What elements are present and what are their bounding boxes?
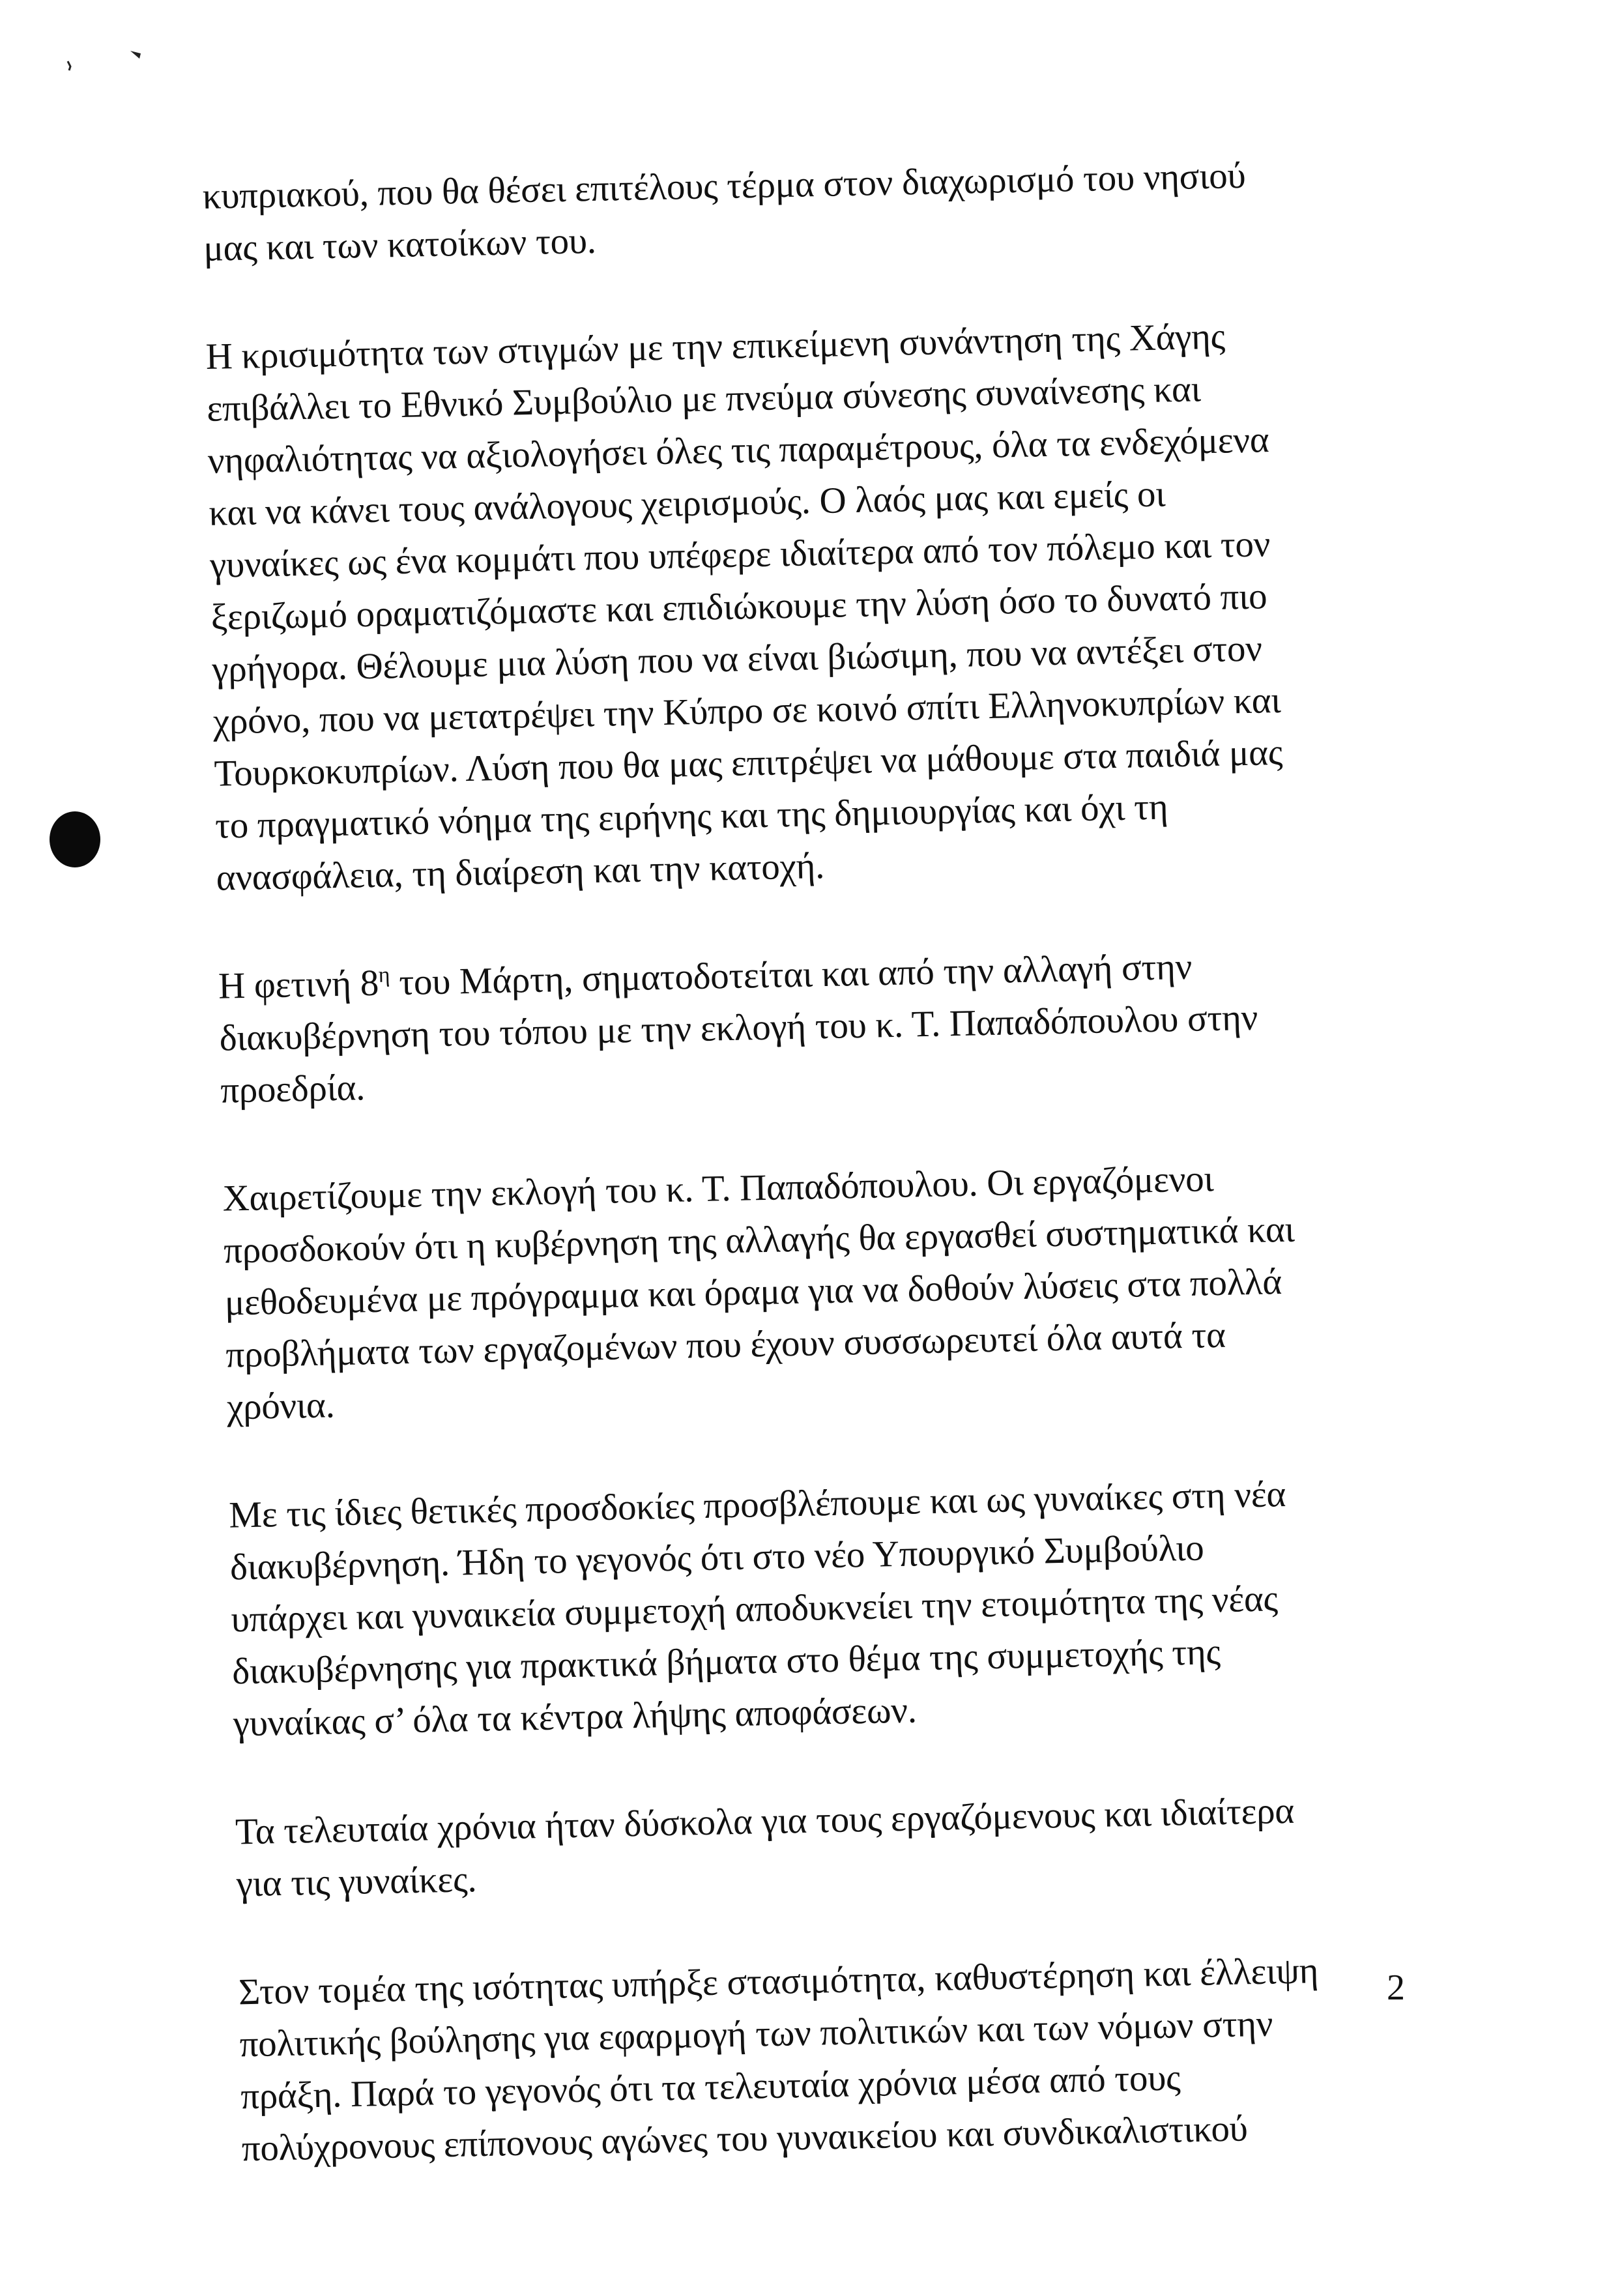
scan-speck-mark-2 [128,47,147,63]
paragraph-4: Χαιρετίζουμε την εκλογή του κ. Τ. Παπαδόπουλου. Οι εργαζόμενοι προσδοκούν ότι η κυβέρνηση της αλλαγής θα εργασθεί συστηματικά και μεθοδευμένα με πρόγραμμα και όραμα για να δοθούν λύσεις στα πολλά προβλήματα των εργαζομένων που έχουν συσσωρευτεί όλα αυτά τα χρόνια. [222,1158,1296,1428]
paragraph-6: Τα τελευταία χρόνια ήταν δύσκολα για τους εργαζόμενους και ιδιαίτερα για τις γυναίκες. [235,1790,1295,1905]
punch-hole [50,811,100,867]
scan-speck-mark [65,47,85,73]
paragraph-3 [218,937,1406,1116]
ordinal-superscript: η [378,963,390,987]
paragraph-2: Η κρισιμότητα των στιγμών με την επικείμενη συνάντηση της Χάγης επιβάλλει το Εθνικό Συμβούλιο με πνεύμα σύνεσης συναίνεσης και νηφαλιότητας να αξιολογήσει όλες τις παραμέτρους, όλα τα ενδεχόμενα και να κάνει τους ανάλογους χειρισμούς. Ο λαός μας και εμείς οι γυναίκες ως ένα κομμάτι που υπέφερε ιδιαίτερα από τον πόλεμο και τον ξεριζωμό οραματιζόμαστε και επιδιώκουμε την λύση όσο το δυνατό πιο γρήγορα. Θέλουμε μια λύση που να είναι βιώσιμη, που να αντέξει στον χρόνο, που να μετατρέψει την Κύπρο σε κοινό σπίτι Ελληνοκυπρίων και Τουρκοκυπρίων. Λύση που θα μας επιτρέψει να μάθουμε στα παιδιά μας το πραγματικό νόημα της ειρήνης και της δημιουργίας και όχι τη ανασφάλεια, τη διαίρεση και την κατοχή. [205,315,1283,899]
paragraph-3-start: Η φετινή 8 [218,962,379,1007]
page-number: 2 [1387,1968,1405,2008]
paragraph-1: κυπριακού, που θα θέσει επιτέλους τέρμα στον διαχωρισμό του νησιού μας και των κατοίκων του. [202,154,1246,269]
paragraph-7: Στον τομέα της ισότητας υπήρξε στασιμότητα, καθυστέρηση και έλλειψη πολιτικής βούλησης για εφαρμογή των πολιτικών και των νόμων στην πράξη. Παρά το γεγονός ότι τα τελευταία χρόνια μέσα από τους πολύχρονους επίπονους αγώνες του γυναικείου και συνδικαλιστικού [238,1950,1319,2170]
paragraph-5: Με τις ίδιες θετικές προσδοκίες προσβλέπουμε και ως γυναίκες στη νέα διακυβέρνηση. Ήδη το γεγονός ότι στο νέο Υπουργικό Συμβούλιο υπάρχει και γυναικεία συμμετοχή αποδυκνείει την ετοιμότητα της νέας διακυβέρνησης για πρακτικά βήματα στο θέμα της συμμετοχής της γυναίκας σ’ όλα τα κέντρα λήψης αποφάσεων. [228,1474,1286,1745]
document-body [202,147,1429,2231]
paragraph-3-rest: του Μάρτη, σηματοδοτείται και από την αλλαγή στην διακυβέρνηση του τόπου με την εκλογή του κ. Τ. Παπαδόπουλου στην προεδρία. [219,946,1258,1111]
